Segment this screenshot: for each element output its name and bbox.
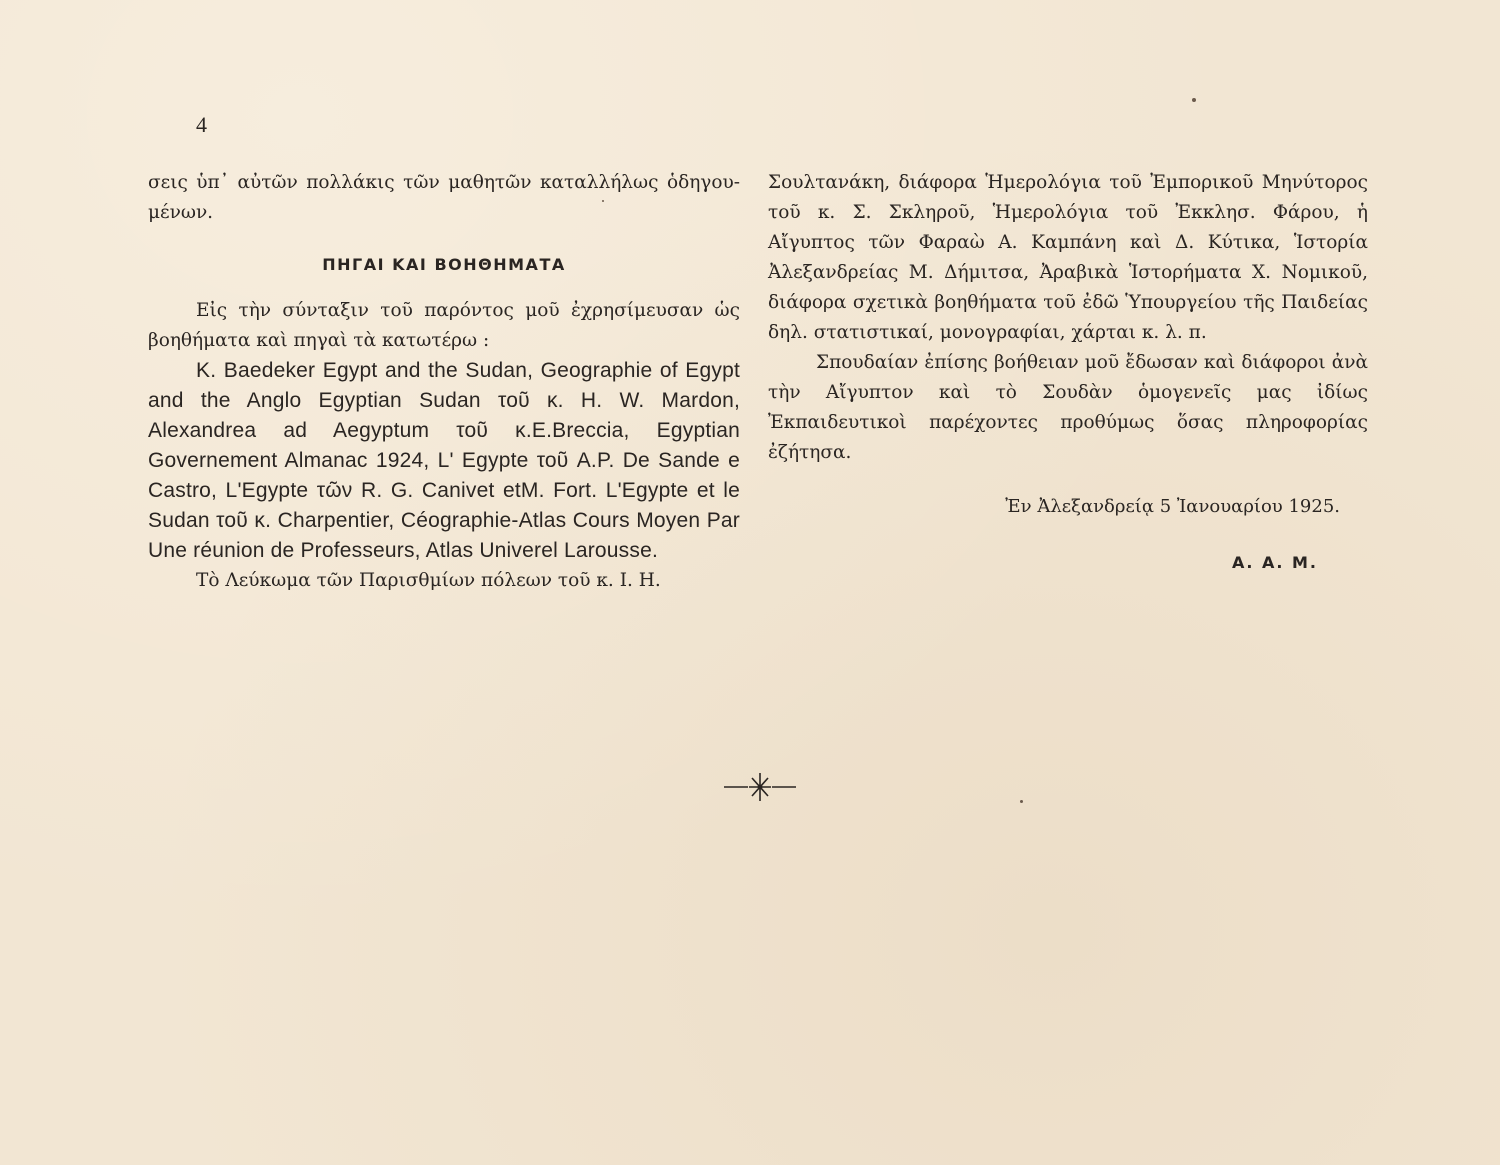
sources-list: K. Baedeker Egypt and the Sudan, Geographie of Egypt and the Anglo Egyptian Sudan τοῦ κ. H. W. Mardon, Alexandrea ad Aegyptum τοῦ κ.E.Breccia, Egyptian Governement Almanac 1924, L' Egypte τοῦ A.P. De Sande e Castro, L'Egypte τῶν R. G. Canivet etM. Fort. L'Egypte et le Sudan τοῦ κ. Charpentier, Céographie-Atlas Cours Moyen Par Une réunion de Professeurs, Atlas Univerel Larousse.	[148, 359, 740, 562]
left-column	[148, 168, 740, 596]
left-continuation-text: σεις ὑπ᾽ αὐτῶν πολλάκις τῶν μαθητῶν καταλλήλως ὁδηγου-μένων.	[148, 172, 740, 223]
paper-speck	[1020, 800, 1023, 803]
author-initials: Α. Α. Μ.	[1231, 553, 1318, 572]
album-line: Τὸ Λεύκωμα τῶν Παρισθμίων πόλεων τοῦ κ. I. H.	[196, 570, 661, 591]
dateline: Ἐν Ἀλεξανδρείᾳ 5 Ἰανουαρίου 1925.	[1005, 496, 1340, 517]
section-heading: ΠΗΓΑΙ ΚΑΙ ΒΟΗΘΗΜΑΤΑ	[322, 255, 566, 274]
star-dash-ornament-icon	[722, 770, 798, 804]
right-continuation-text: Σουλτανάκη, διάφορα Ἡμερολόγια τοῦ Ἐμπορικοῦ Μηνύτορος τοῦ κ. Σ. Σκληροῦ, Ἡμερολόγια τοῦ Ἐκκλησ. Φάρου, ἡ Αἴγυπτος τῶν Φαραὼ Α. Καμπάνη καὶ Δ. Κύτικα, Ἱστορία Ἀλεξανδρείας Μ. Δήμιτσα, Ἀραβικὰ Ἱστορήματα Χ. Νομικοῦ, διάφορα σχετικὰ βοηθήματα τοῦ ἐδῶ Ὑπουργείου τῆς Παιδείας δηλ. στατιστικαί, μονογραφίαι, χάρται κ. λ. π.	[768, 172, 1368, 343]
paper-speck	[602, 200, 604, 202]
sources-intro: Εἰς τὴν σύνταξιν τοῦ παρόντος μοῦ ἐχρησίμευσαν ὡς βοηθήματα καὶ πηγαὶ τὰ κατωτέρω :	[148, 300, 740, 351]
acknowledgement-paragraph: Σπουδαίαν ἐπίσης βοήθειαν μοῦ ἔδωσαν καὶ διάφοροι ἀνὰ τὴν Αἴγυπτον καὶ τὸ Σουδὰν ὁμογενεῖς μας ἰδίως Ἐκπαιδευτικοὶ παρέχοντες προθύμως ὅσας πληροφορίας ἐζήτησα.	[768, 352, 1368, 463]
page-number: 4	[196, 112, 207, 137]
paper-speck	[1192, 98, 1196, 102]
right-column	[768, 168, 1368, 578]
